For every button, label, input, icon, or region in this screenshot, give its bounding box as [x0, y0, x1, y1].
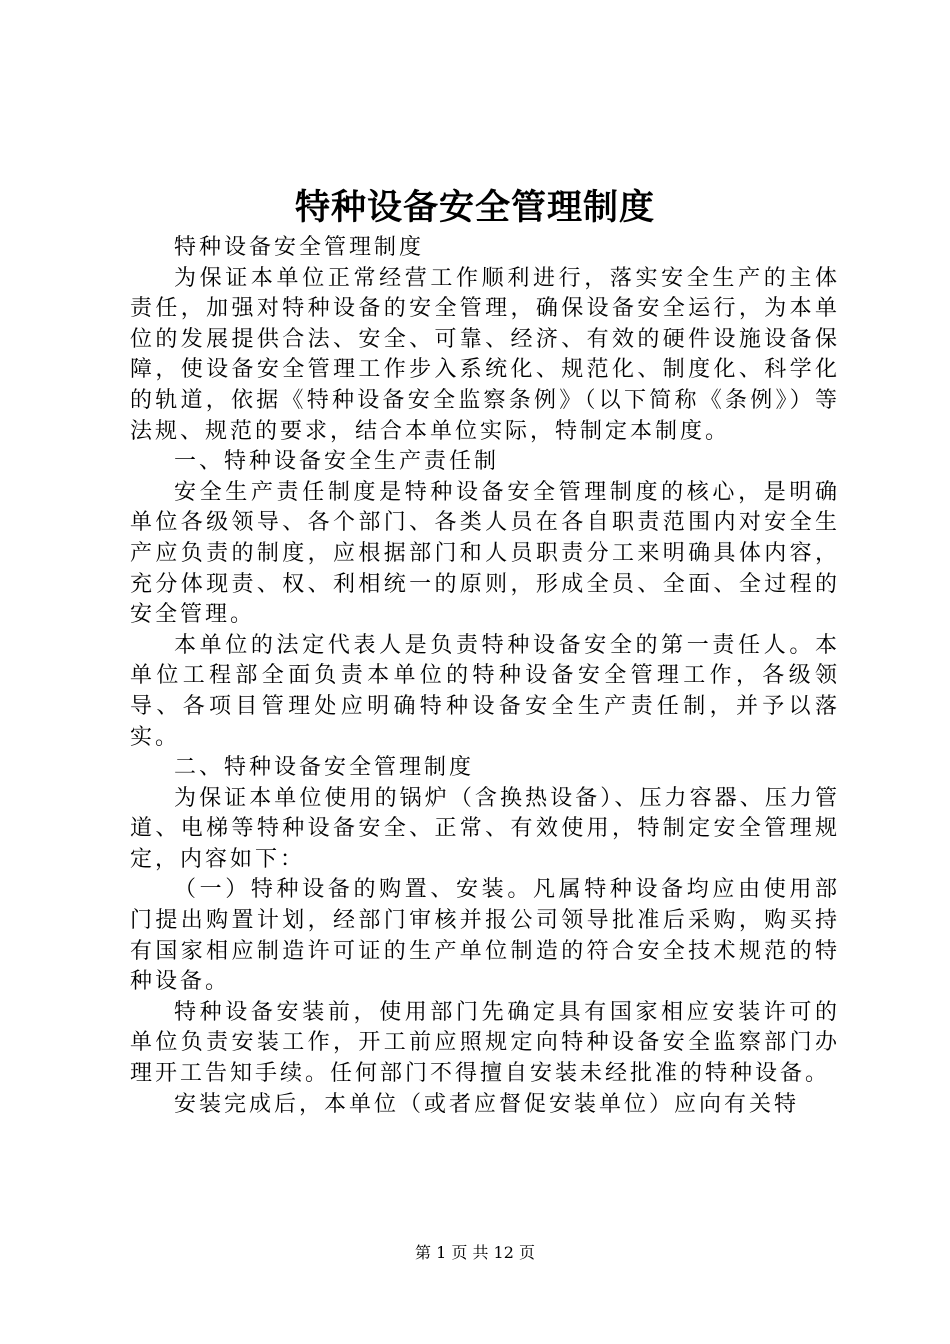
- paragraph-intro: 为保证本单位正常经营工作顺利进行，落实安全生产的主体责任，加强对特种设备的安全管理，确保设备安全运行，为本单位的发展提供合法、安全、可靠、经济、有效的硬件设施设备保障，使设备安全管理工作步入系统化、规范化、制度化、科学化的轨道，依据《特种设备安全监察条例》（以下简称《条例》）等法规、规范的要求，结合本单位实际，特制定本制度。: [130, 265, 840, 444]
- paragraph-subtitle: 特种设备安全管理制度: [174, 235, 425, 260]
- section-heading-2: 二、特种设备安全管理制度: [174, 755, 475, 781]
- paragraph: 安装完成后，本单位（或者应督促安装单位）应向有关特: [174, 1091, 800, 1117]
- document-title: 特种设备安全管理制度: [294, 187, 655, 228]
- document-body: [130, 233, 840, 1120]
- paragraph: 本单位的法定代表人是负责特种设备安全的第一责任人。本单位工程部全面负责本单位的特种设备安全管理工作，各级领导、各项目管理处应明确特种设备安全生产责任制，并予以落实。: [130, 632, 840, 750]
- paragraph: 为保证本单位使用的锅炉（含换热设备）、压力容器、压力管道、电梯等特种设备安全、正常、有效使用，特制定安全管理规定，内容如下：: [130, 785, 840, 872]
- paragraph: 安全生产责任制度是特种设备安全管理制度的核心，是明确单位各级领导、各个部门、各类人员在各自职责范围内对安全生产应负责的制度，应根据部门和人员职责分工来明确具体内容，充分体现责、权、利相统一的原则，形成全员、全面、全过程的安全管理。: [130, 479, 840, 628]
- paragraph: （一）特种设备的购置、安装。凡属特种设备均应由使用部门提出购置计划，经部门审核并报公司领导批准后采购，购买持有国家相应制造许可证的生产单位制造的符合安全技术规范的特种设备。: [130, 877, 840, 995]
- paragraph: 特种设备安装前，使用部门先确定具有国家相应安装许可的单位负责安装工作，开工前应照规定向特种设备安全监察部门办理开工告知手续。任何部门不得擅自安装未经批准的特种设备。: [130, 999, 840, 1087]
- page-footer: 第 1 页 共 12 页: [415, 1243, 535, 1262]
- section-heading-1: 一、特种设备安全生产责任制: [174, 449, 500, 475]
